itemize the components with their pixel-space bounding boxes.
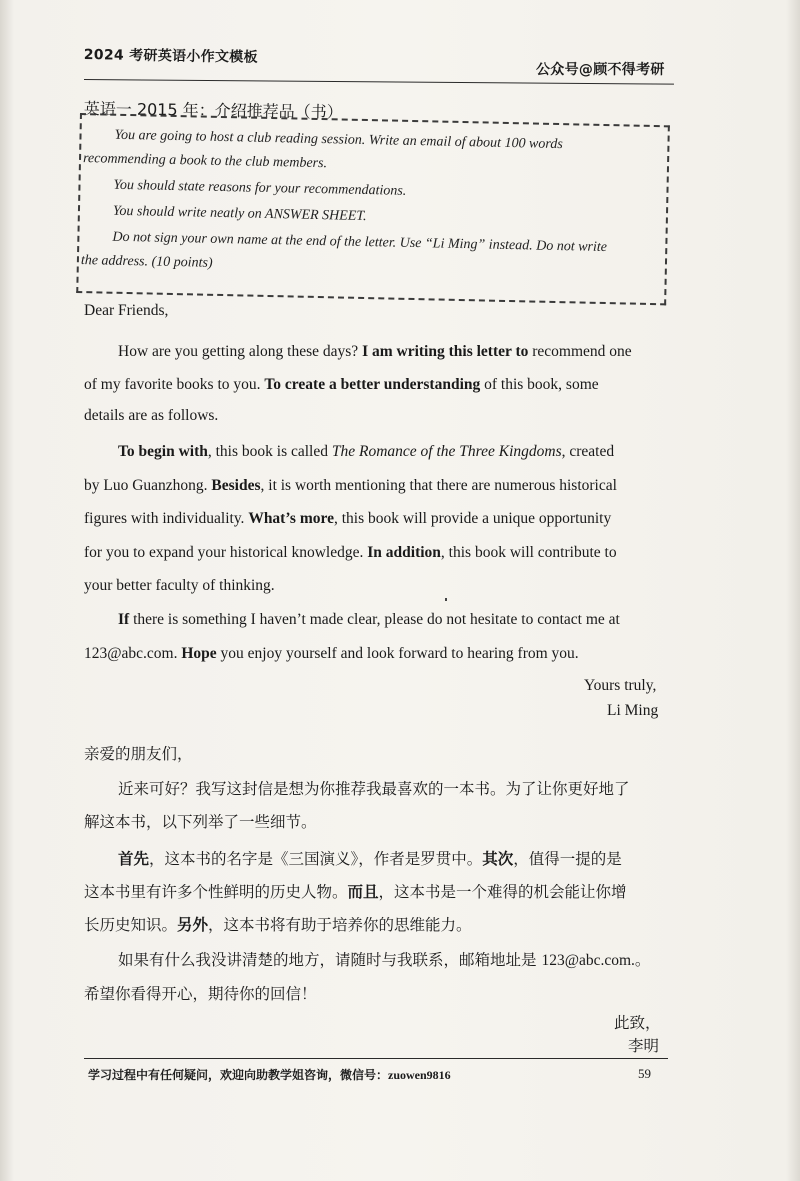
letter-paragraph-2-line: figures with individuality. What’s more, this book will provide a unique opportunity: [84, 510, 612, 527]
header-divider: [84, 79, 674, 85]
translation-signature: 李明: [628, 1037, 660, 1055]
translation-closing: 此致，: [614, 1014, 661, 1032]
letter-signature: Li Ming: [607, 702, 659, 719]
translation-greeting: 亲爱的朋友们，: [84, 745, 193, 763]
letter-paragraph-1-line: How are you getting along these days? I am writing this letter to recommend one: [118, 343, 632, 360]
prompt-line: recommending a book to the club members.: [82, 151, 328, 172]
writing-prompt-box: [76, 113, 670, 305]
translation-paragraph-2-line: 这本书里有许多个性鲜明的历史人物。而且，这本书是一个难得的机会能让你增: [84, 883, 627, 901]
translation-paragraph-2-line: 长历史知识。另外，这本书将有助于培养你的思维能力。: [84, 916, 472, 934]
translation-paragraph-3-line: 如果有什么我没讲清楚的地方，请随时与我联系，邮箱地址是 123@abc.com.。: [118, 951, 651, 969]
letter-paragraph-2-line: To begin with, this book is called The Romance of the Three Kingdoms, created: [118, 443, 615, 460]
header-account: 公众号@顾不得考研: [536, 62, 665, 78]
letter-paragraph-2-line: for you to expand your historical knowledge. In addition, this book will contribute to: [84, 544, 617, 561]
letter-greeting: Dear Friends,: [84, 302, 169, 319]
prompt-line: You are going to host a club reading session. Write an email of about 100 words: [114, 127, 563, 153]
letter-paragraph-2-line: your better faculty of thinking.: [84, 577, 275, 594]
task-title: 英语一 2015 年：介绍推荐品（书）: [83, 98, 343, 122]
prompt-line: You should write neatly on ANSWER SHEET.: [112, 203, 367, 225]
prompt-line: the address. (10 points): [80, 253, 213, 271]
letter-paragraph-1-line: of my favorite books to you. To create a better understanding of this book, some: [84, 376, 599, 393]
footer-note: 学习过程中有任何疑问，欢迎向助教学姐咨询，微信号：zuowen9816: [88, 1068, 451, 1082]
prompt-line: Do not sign your own name at the end of the letter. Use “Li Ming” instead. Do not write: [112, 229, 608, 256]
translation-paragraph-3-line: 希望你看得开心，期待你的回信！: [84, 985, 317, 1003]
translation-paragraph-1-line: 近来可好？我写这封信是想为你推荐我最喜欢的一本书。为了让你更好地了: [118, 780, 630, 798]
letter-paragraph-2-line: by Luo Guanzhong. Besides, it is worth mentioning that there are numerous historical: [84, 477, 617, 494]
letter-paragraph-1-line: details are as follows.: [84, 407, 219, 424]
translation-paragraph-1-line: 解这本书，以下列举了一些细节。: [84, 813, 317, 831]
letter-paragraph-3-line: 123@abc.com. Hope you enjoy yourself and look forward to hearing from you.: [84, 645, 579, 662]
translation-paragraph-2-line: 首先，这本书的名字是《三国演义》，作者是罗贯中。其次，值得一提的是: [118, 850, 622, 868]
page-number: 59: [638, 1066, 651, 1081]
prompt-line: You should state reasons for your recommendations.: [113, 177, 407, 199]
letter-closing: Yours truly,: [584, 677, 657, 694]
letter-paragraph-3-line: If there is something I haven’t made clear, please do not hesitate to contact me at: [118, 611, 620, 628]
footer-divider: [84, 1058, 668, 1059]
header-title: 2024 考研英语小作文模板: [83, 46, 258, 66]
footer-wechat-id: zuowen9816: [388, 1068, 451, 1082]
print-speck: [445, 598, 447, 601]
